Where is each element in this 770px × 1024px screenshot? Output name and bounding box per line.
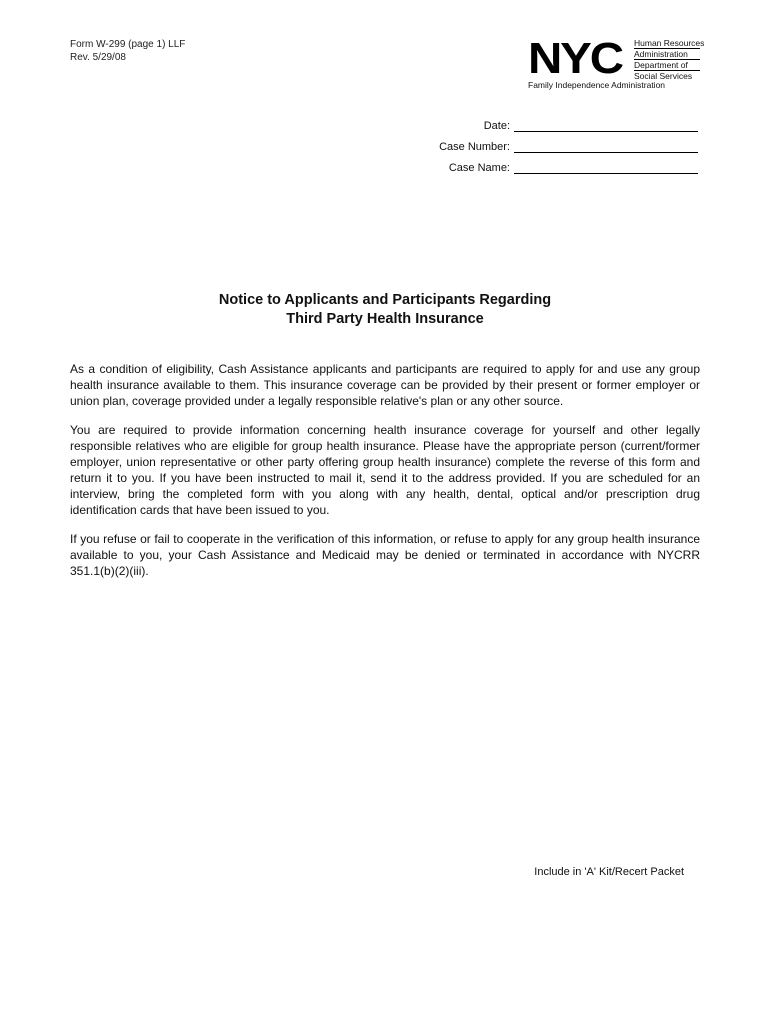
- nyc-hra-logo: [528, 34, 728, 92]
- requirements-paragraph: You are required to provide information concerning health insurance coverage for yourself and other legally responsible relatives who are eligible for group health insurance. Please have the appropriate person (current/former employer, union representative or other party offering group health insurance) complete the reverse of this form and return it to you. If you have been instructed to mail it, send it to the address provided. If you are scheduled for an interview, bring the completed form with you along with any health, dental, optical and/or prescription drug identification cards that have been issued to you.: [70, 423, 700, 517]
- title-line-1: Notice to Applicants and Participants Regarding: [218, 292, 552, 308]
- division-name: Family Independence Administration: [528, 80, 666, 90]
- title-line-2: Third Party Health Insurance: [286, 311, 484, 327]
- notice-body: [70, 361, 700, 592]
- agency-line: Human Resources: [634, 38, 705, 48]
- agency-name-block: [634, 38, 704, 81]
- date-input-line[interactable]: [514, 117, 698, 132]
- date-field: [398, 111, 698, 132]
- consequences-paragraph: If you refuse or fail to cooperate in the verification of this information, or refuse to apply for any group health insurance available to you, your Cash Assistance and Medicaid may be denied or terminated in accordance with NYCRR 351.1(b)(2)(iii).: [70, 532, 700, 578]
- agency-line: Administration: [634, 49, 688, 59]
- form-identifier: [70, 38, 185, 64]
- date-label: Date:: [483, 120, 510, 132]
- case-number-label: Case Number:: [439, 141, 510, 153]
- case-info-fields: [398, 111, 698, 174]
- nyc-logo-mark: NYC: [528, 34, 622, 83]
- notice-title: [0, 291, 770, 329]
- case-name-label: Case Name:: [448, 162, 510, 174]
- case-number-input-line[interactable]: [514, 138, 698, 153]
- agency-line: Social Services: [634, 71, 693, 81]
- form-number: Form W-299 (page 1) LLF: [70, 39, 186, 50]
- packet-note: Include in 'A' Kit/Recert Packet: [534, 866, 684, 878]
- case-name-input-line[interactable]: [514, 159, 698, 174]
- case-number-field: [398, 132, 698, 153]
- revision-date: Rev. 5/29/08: [70, 52, 126, 63]
- eligibility-paragraph: As a condition of eligibility, Cash Assistance applicants and participants are required to apply for and use any group health insurance available to them. This insurance coverage can be provided by their present or former employer or union plan, coverage provided under a legally responsible relative's plan or any other source.: [70, 362, 700, 408]
- agency-line: Department of: [634, 60, 688, 70]
- case-name-field: [398, 153, 698, 174]
